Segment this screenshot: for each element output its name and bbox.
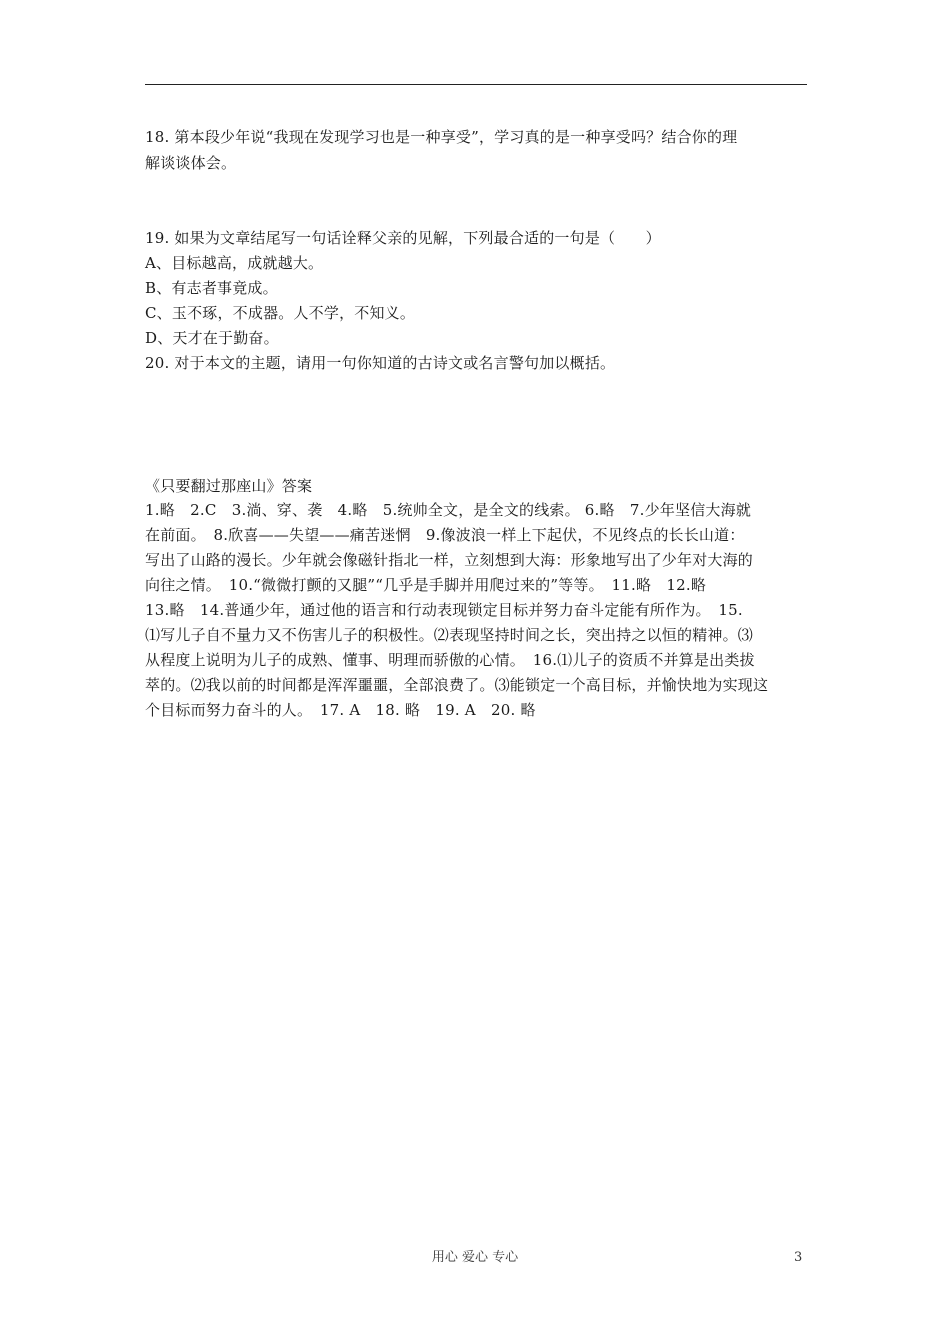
answers-line-7: 从程度上说明为儿子的成熟、懂事、明理而骄傲的心情。 16.⑴儿子的资质不并算是出类拔 (145, 651, 755, 669)
answers-line-1: 1.略 2.C 3.淌、穿、袭 4.略 5.统帅全文，是全文的线索。 6.略 7.少年坚信大海就 (145, 501, 752, 519)
answers-line-4: 向往之情。 10.“微微打颤的又腿”“几乎是手脚并用爬过来的”等等。 11.略 12.略 (145, 576, 707, 594)
answers-line-5: 13.略 14.普通少年，通过他的语言和行动表现锁定目标并努力奋斗定能有所作为。 15. (145, 601, 743, 619)
answers-line-9: 个目标而努力奋斗的人。 17. A 18. 略 19. A 20. 略 (145, 701, 536, 719)
answers-title: 《只要翻过那座山》答案 (145, 477, 313, 495)
question-19-stem: 19. 如果为文章结尾写一句话诠释父亲的见解，下列最合适的一句是（ ） (145, 229, 661, 247)
question-19-option-b: B、有志者事竟成。 (145, 279, 278, 297)
answers-line-2: 在前面。 8.欣喜——失望——痛苦迷惘 9.像波浪一样上下起伏，不见终点的长长山道： (145, 526, 745, 544)
header-rule (145, 84, 807, 85)
question-20-stem: 20. 对于本文的主题，请用一句你知道的古诗文或名言警句加以概括。 (145, 354, 616, 372)
answers-line-3: 写出了山路的漫长。少年就会像磁针指北一样，立刻想到大海：形象地写出了少年对大海的 (145, 551, 754, 569)
question-18-line-2: 解谈谈体会。 (145, 154, 237, 172)
question-19-option-c: C、玉不琢，不成器。人不学，不知义。 (145, 304, 416, 322)
question-19-option-d: D、天才在于勤奋。 (145, 329, 279, 347)
question-19-option-a: A、目标越高，成就越大。 (145, 254, 324, 272)
page-number: 3 (794, 1250, 803, 1265)
question-18-line-1: 18. 第本段少年说“我现在发现学习也是一种享受”，学习真的是一种享受吗？结合你的理 (145, 128, 738, 146)
answers-line-6: ⑴写儿子自不量力又不伤害儿子的积极性。⑵表现坚持时间之长，突出持之以恒的精神。⑶ (145, 626, 754, 644)
answers-line-8: 萃的。⑵我以前的时间都是浑浑噩噩，全部浪费了。⑶能锁定一个高目标，并愉快地为实现这 (145, 676, 769, 694)
footer-motto: 用心 爱心 专心 (431, 1250, 519, 1265)
